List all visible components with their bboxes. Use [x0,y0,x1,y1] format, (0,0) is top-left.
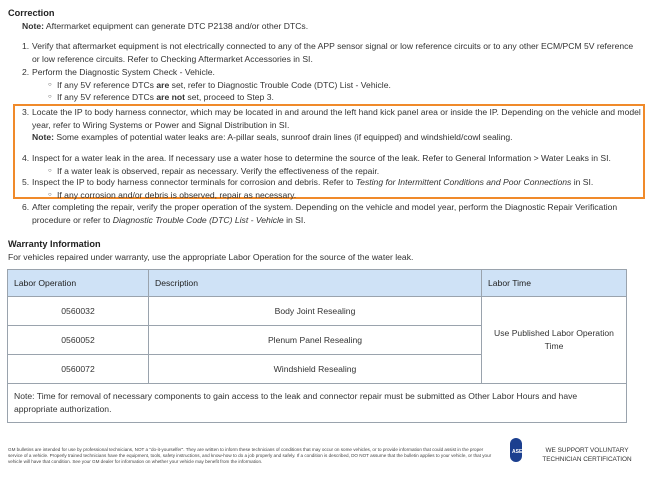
table-note-row [8,384,627,423]
step-1 [22,40,642,65]
step-2-sub-a: ○ If any 5V reference DTCs are set, refer to Diagnostic Trouble Code (DTC) List - Vehicle. [22,79,642,92]
correction-note [22,20,642,33]
col-labor-operation: Labor Operation [8,270,149,297]
step-2-sub-b: ○ If any 5V reference DTCs are not set, proceed to Step 3. [22,91,642,104]
step-6 [22,201,642,226]
step-3 [22,106,642,144]
certification-text [528,447,646,464]
step-2 [22,66,642,104]
step-5 [22,176,642,201]
footer-disclaimer: GM bulletins are intended for use by professional technicians, NOT a "do-it-yourselfer". They are written to inform these technicians of conditions that may occur on some vehicles, or to provide information that could assist in the proper service of a vehicle. Properly trained technicians have the equipment, tools, safety instructions, and know-how to do a job properly and safely. If a condition is described, DO NOT assume that the bulletin applies to your vehicle, or that your vehicle will have that condition. See your GM dealer for information on whether your vehicle may benefit from the information. [8,447,492,464]
col-labor-time: Labor Time [482,270,627,297]
step-text: Verify that aftermarket equipment is not electrically connected to any of the APP sensor signal or low reference circuits or to any other ECM/PCM 5V reference or low reference circuits. Refer to Checking Aftermarket Accessories in SI. [32,41,634,64]
labor-time-cell: Use Published Labor Operation Time [482,297,627,384]
description-cell: Windshield Resealing [149,355,482,384]
step-number: 2. [22,67,30,77]
description-cell: Body Joint Resealing [149,297,482,326]
warranty-intro: For vehicles repaired under warranty, use the appropriate Labor Operation for the source of the water leak. [8,252,414,262]
step-5-sub: ○ If any corrosion and/or debris is observed, repair as necessary. [22,189,642,202]
step-number: 5. [22,177,30,187]
certification-line-1: WE SUPPORT VOLUNTARY [545,447,629,454]
step-text: Inspect the IP to body harness connector terminals for corrosion and debris. Refer to Testing for Intermittent Conditions and Poor Connections in SI. [32,177,594,187]
step-4 [22,152,642,177]
step-number: 4. [22,153,30,163]
step-text: Locate the IP to body harness connector, which may be located in and around the left hand kick panel area or inside the IP. Depending on the vehicle and model year, refer to Wiring Systems or Power and Signal Distribution in SI. [32,107,641,130]
labor-op-cell: 0560032 [8,297,149,326]
step-3-note: Note: Some examples of potential water leaks are: A-pillar seals, sunroof drain lines (if equipped) and windshield/cowl sealing. [32,132,513,142]
labor-table [7,269,627,423]
warranty-title: Warranty Information [8,239,101,249]
step-4-sub: ○ If a water leak is observed, repair as necessary. Verify the effectiveness of the repair. [22,165,642,178]
table-header-row [8,270,627,297]
correction-title: Correction [8,8,55,18]
labor-op-cell: 0560052 [8,326,149,355]
step-text: Perform the Diagnostic System Check - Vehicle. [32,67,215,77]
ase-badge-icon: ASE [510,438,522,462]
labor-op-cell: 0560072 [8,355,149,384]
table-note: Note: Time for removal of necessary components to gain access to the leak and connector repair must be submitted as Other Labor Hours and have appropriate authorization. [8,384,627,423]
note-label: Note: [22,21,44,31]
certification-line-2: TECHNICIAN CERTIFICATION [542,455,632,463]
step-text: Inspect for a water leak in the area. If necessary use a water hose to determine the source of the leak. Refer to General Information > Water Leaks in SI. [32,153,611,163]
col-description: Description [149,270,482,297]
step-text: After completing the repair, verify the proper operation of the system. Depending on the vehicle and model year, perform the Diagnostic Repair Verification procedure or refer to Diagnostic Trouble Code (DTC) List - Vehicle in SI. [32,202,618,225]
step-number: 1. [22,41,30,51]
step-number: 6. [22,202,30,212]
description-cell: Plenum Panel Resealing [149,326,482,355]
table-row [8,297,627,326]
step-number: 3. [22,107,30,117]
note-text: Aftermarket equipment can generate DTC P2138 and/or other DTCs. [43,21,309,31]
